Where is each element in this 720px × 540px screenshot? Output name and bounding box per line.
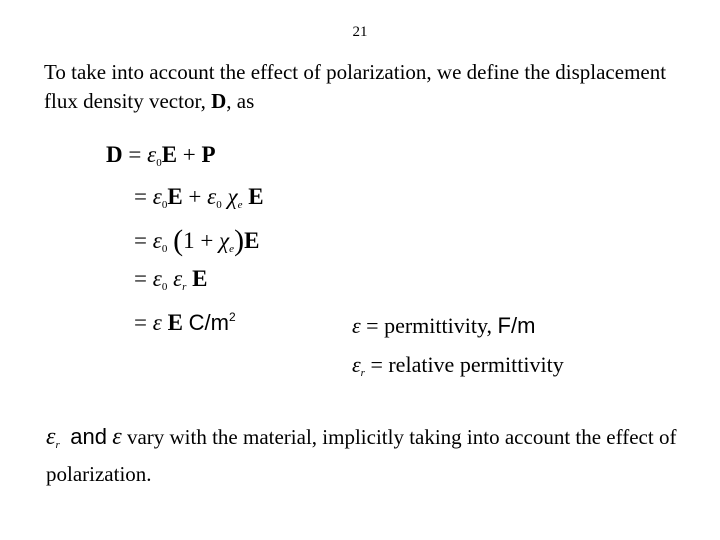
- closing-epsilon: ε: [112, 424, 122, 450]
- eq2-epsilon: ε: [152, 184, 162, 209]
- intro-text-before: To take into account the effect of polarization, we define the displacement flux density vector,: [44, 60, 667, 113]
- eq3-epsilon: ε: [152, 228, 162, 253]
- closing-paragraph: [46, 422, 706, 489]
- eq3-sub0: 0: [161, 243, 168, 255]
- closing-sub-r: r: [55, 439, 60, 451]
- equation-line-3: [134, 224, 259, 258]
- intro-paragraph: [44, 58, 704, 116]
- eq2-chi: χ: [227, 184, 238, 209]
- eq2-e-2: E: [248, 184, 264, 209]
- eq1-sub0: 0: [156, 157, 162, 169]
- eq4-sub-r: r: [182, 281, 187, 293]
- eq3-chi: χ: [219, 228, 230, 253]
- eq3-equals: =: [134, 228, 147, 253]
- eq5-unit-exponent: 2: [228, 310, 236, 324]
- eq5-e: E: [167, 310, 183, 335]
- eq5-equals: =: [134, 310, 147, 335]
- eq3-right-paren: ): [234, 224, 245, 257]
- eq4-equals: =: [134, 266, 147, 291]
- equation-line-2: [134, 184, 264, 211]
- eq4-epsilon: ε: [152, 266, 162, 291]
- eq1-lhs: D: [106, 142, 123, 167]
- eq1-p: P: [201, 142, 216, 167]
- def1-symbol: ε: [352, 313, 361, 338]
- eq2-e: E: [167, 184, 183, 209]
- eq2-sub0: 0: [161, 199, 168, 211]
- definition-permittivity: [352, 313, 535, 339]
- def2-symbol: ε: [352, 352, 361, 377]
- closing-and: and: [70, 424, 107, 449]
- eq4-e: E: [192, 266, 208, 291]
- eq2-epsilon-2: ε: [207, 184, 217, 209]
- closing-text: vary with the material, implicitly taking into account the effect of polarization.: [46, 425, 677, 486]
- def1-unit: F/m: [497, 313, 536, 338]
- eq3-sub-e: e: [229, 243, 235, 255]
- def2-text: = relative permittivity: [370, 352, 564, 377]
- def2-sub: r: [360, 367, 365, 379]
- intro-text-after: , as: [226, 89, 255, 113]
- eq1-e: E: [161, 142, 178, 167]
- eq5-epsilon: ε: [152, 310, 162, 335]
- definition-relative-permittivity: [352, 352, 564, 379]
- eq1-equals: =: [128, 142, 142, 167]
- eq3-plus: +: [200, 228, 214, 253]
- eq2-equals: =: [134, 184, 147, 209]
- equation-line-5: [134, 310, 236, 336]
- eq5-unit: $C/m^2$: [188, 310, 236, 335]
- page-number: 21: [352, 24, 368, 40]
- eq1-plus: +: [182, 142, 196, 167]
- eq2-sub0-2: 0: [216, 199, 222, 211]
- eq3-left-paren: (: [173, 224, 184, 257]
- equation-line-4: [134, 266, 208, 293]
- equation-line-1: [106, 142, 216, 169]
- intro-symbol-d: D: [211, 89, 227, 113]
- eq3-one: 1: [183, 228, 195, 253]
- closing-epsilon-r: ε: [46, 424, 56, 450]
- eq3-e: E: [244, 228, 260, 253]
- def1-text: = permittivity,: [366, 313, 493, 338]
- eq2-sub-e: e: [237, 199, 243, 211]
- eq1-epsilon: ε: [147, 142, 157, 167]
- eq4-sub0: 0: [161, 281, 168, 293]
- eq2-plus: +: [188, 184, 202, 209]
- eq4-epsilon-r: ε: [173, 266, 183, 291]
